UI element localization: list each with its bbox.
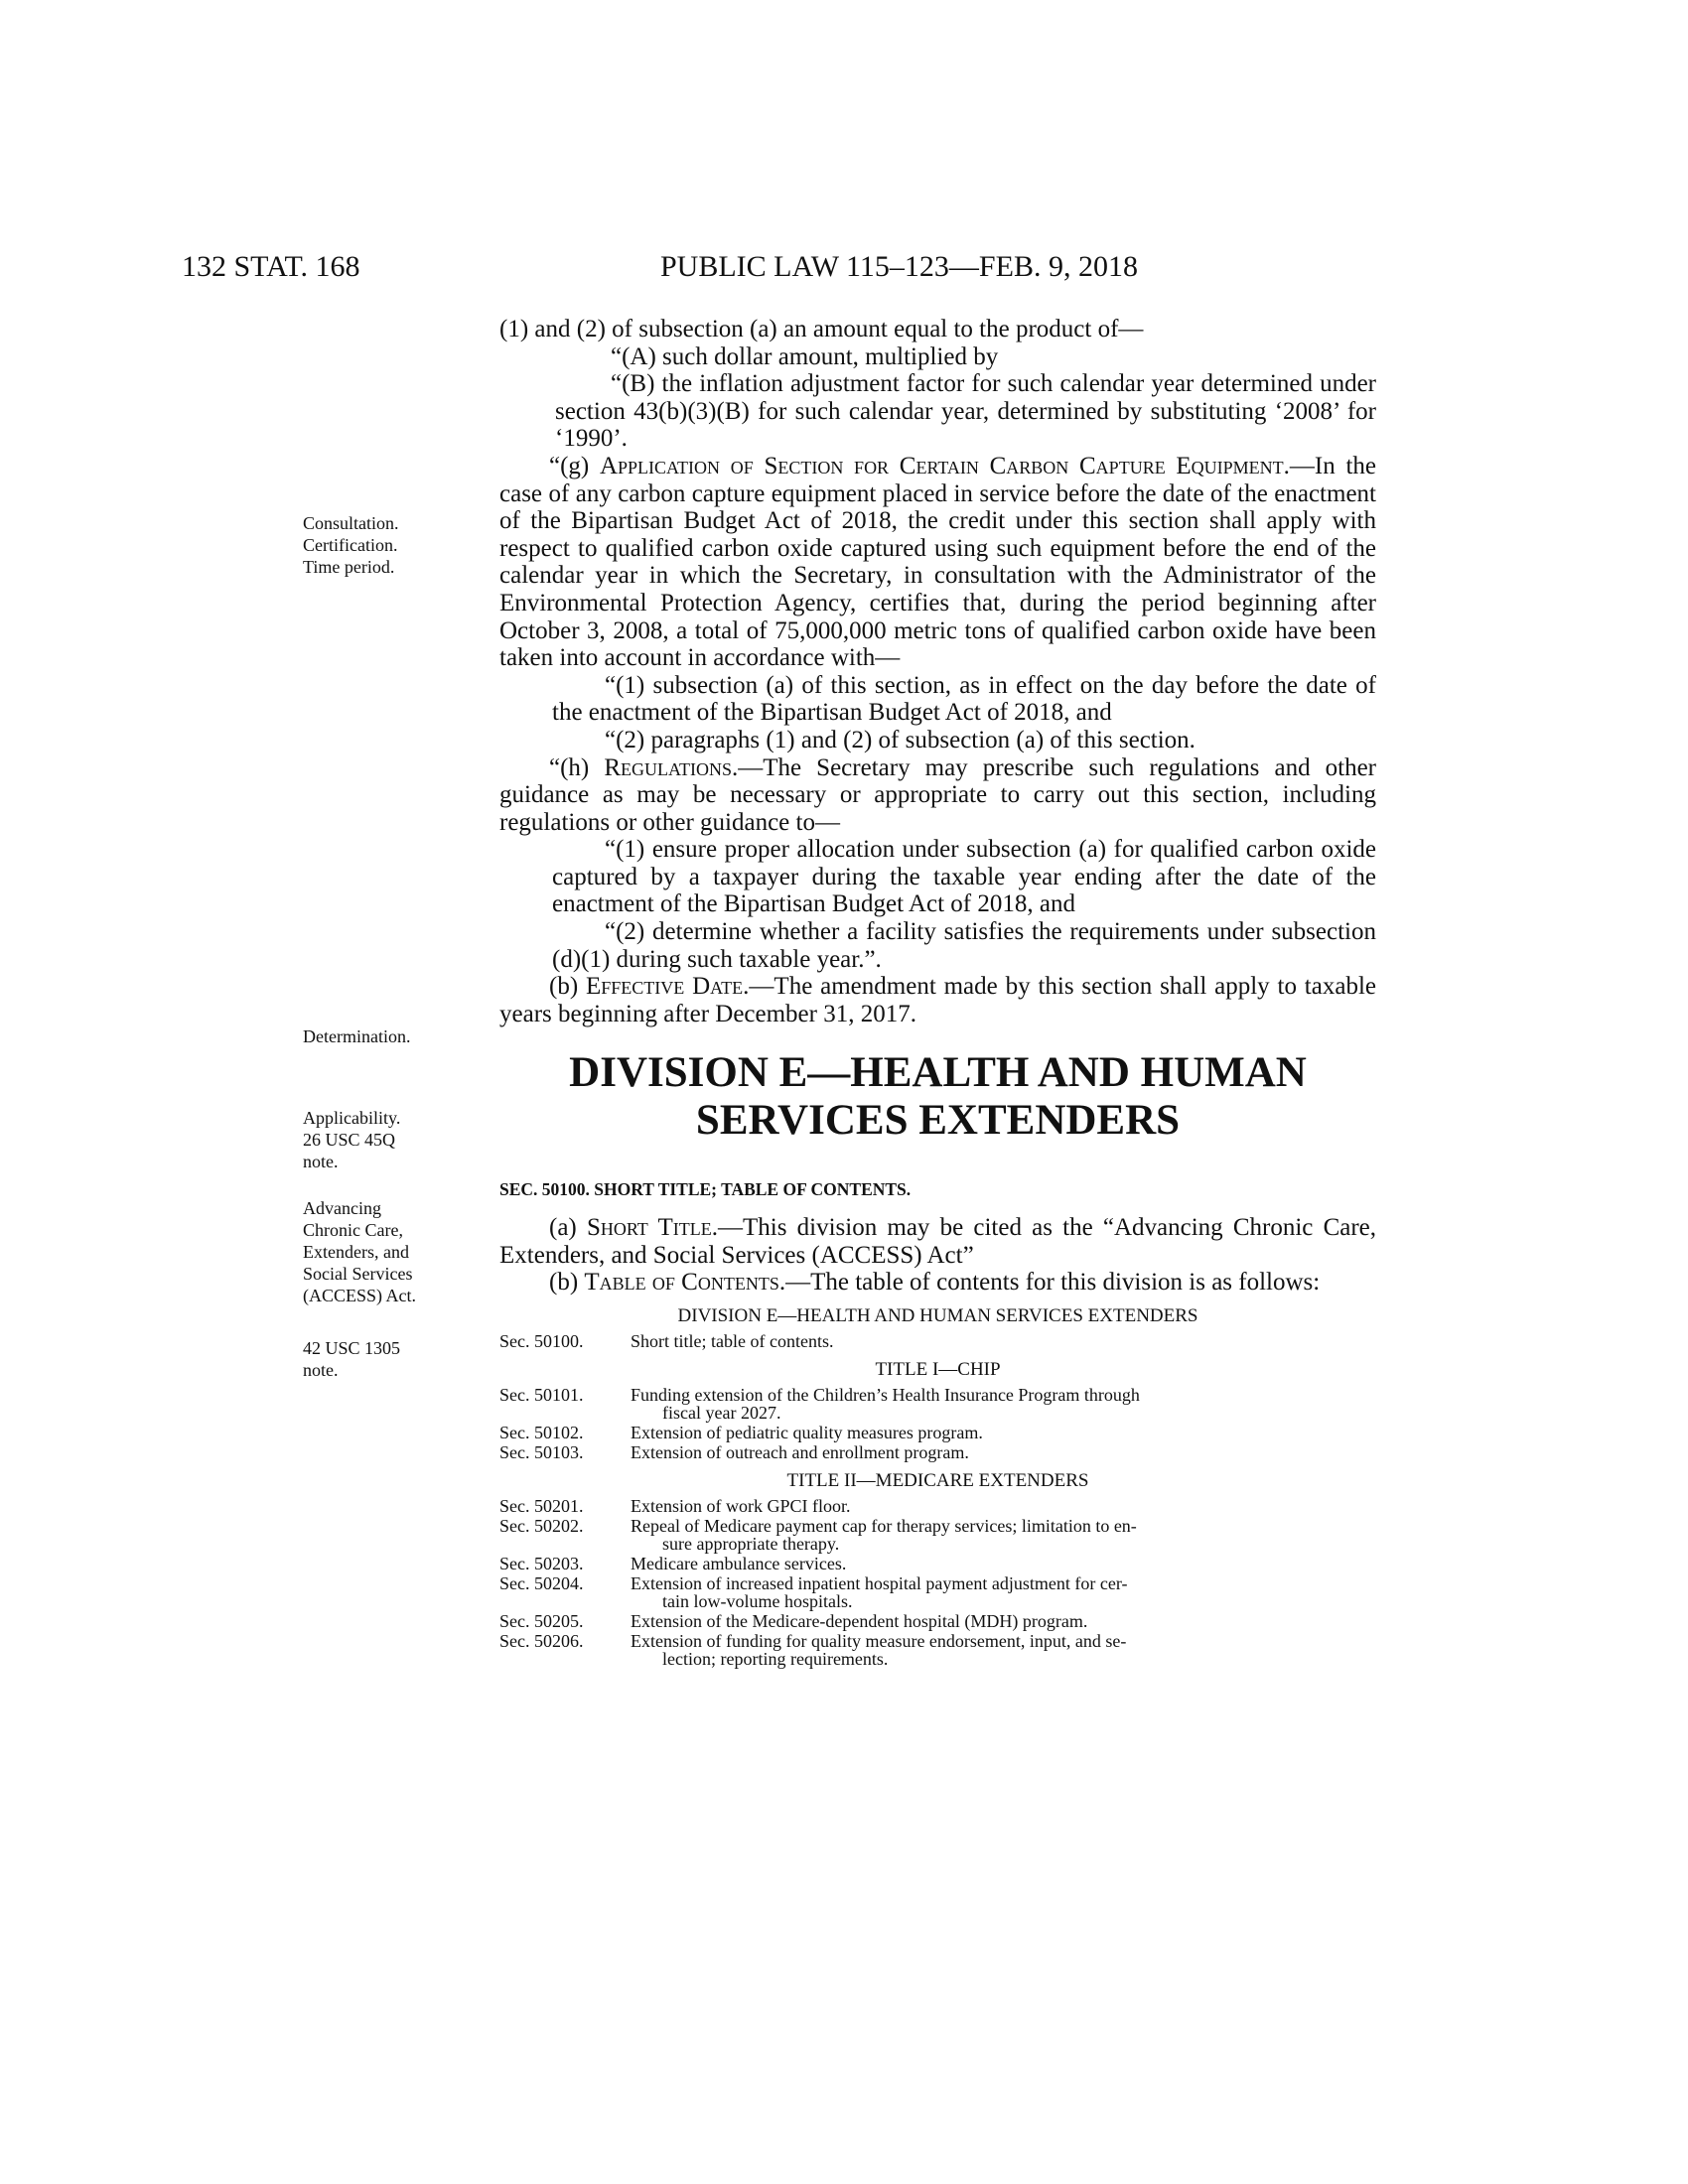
toc-section-number: Sec. 50206.	[499, 1630, 584, 1651]
toc-section-number: Sec. 50103.	[499, 1441, 584, 1462]
toc-section-number: Sec. 50204.	[499, 1572, 584, 1593]
subsection-text: .—The Secretary may prescribe such regulations and other guidance as may be necessary or appropriate to carry out this section, including regulations or other guidance to—	[499, 753, 1377, 836]
toc-entry	[499, 1443, 1376, 1461]
toc-section-number: Sec. 50100.	[499, 1330, 584, 1351]
toc-section-title: Extension of increased inpatient hospital payment adjustment for cer-	[631, 1572, 1128, 1593]
toc-section-title: Extension of funding for quality measure endorsement, input, and se-	[631, 1630, 1127, 1651]
subsection-heading: Short Title	[586, 1214, 712, 1242]
body-paragraph: “(A) such dollar amount, multiplied by	[611, 342, 999, 370]
subsection-text: .—The amendment made by this section shall apply to taxable years beginning after December 31, 2017.	[499, 973, 1376, 1027]
margin-note-line: Social Services	[303, 1264, 413, 1284]
subsection-prefix: (b)	[549, 1269, 585, 1297]
toc-section-title-cont: sure appropriate therapy.	[662, 1533, 840, 1554]
subsection-text: .—In the case of any carbon capture equipment placed in service before the date of the enactment of the Bipartisan Budget Act of 2018, the credit under this section shall apply with respect to qualified carbon oxide captured using such equipment before the end of the calendar year in which the Secretary, in consultation with the Administrator of the Environmental Protection Agency, certifies that, during the period beginning after October 3, 2008, a total of 75,000,000 metric tons of qualified carbon oxide have been taken into account in accordance with—	[499, 452, 1376, 672]
table-of-contents	[499, 1304, 1376, 1668]
margin-note-determination	[303, 1025, 477, 1047]
section-heading: SEC. 50100. SHORT TITLE; TABLE OF CONTENTS.	[499, 1179, 912, 1200]
page-stat-citation: 132 STAT. 168	[182, 250, 360, 283]
running-header: PUBLIC LAW 115–123—FEB. 9, 2018	[660, 250, 1138, 283]
subsection-b-effective-date	[499, 973, 1376, 1027]
subsection-a-short-title	[499, 1214, 1376, 1269]
margin-note-line: Chronic Care,	[303, 1220, 403, 1240]
body-paragraph: (1) and (2) of subsection (a) an amount equal to the product of—	[499, 316, 1144, 342]
body-paragraph: “(2) determine whether a facility satisfies the requirements under subsection (d)(1) during such taxable year.”.	[552, 918, 1376, 973]
toc-entry	[499, 1574, 1376, 1610]
subsection-text: .—The table of contents for this division is as follows:	[778, 1269, 1321, 1297]
toc-section-number: Sec. 50205.	[499, 1610, 584, 1631]
toc-entry	[499, 1386, 1376, 1422]
toc-section-number: Sec. 50203.	[499, 1553, 584, 1573]
margin-note-line: note.	[303, 1152, 339, 1171]
main-text	[499, 316, 1376, 1668]
division-title-line: SERVICES EXTENDERS	[695, 1097, 1181, 1145]
margin-note-line: Consultation.	[303, 513, 399, 533]
body-paragraph: “(2) paragraphs (1) and (2) of subsection (a) of this section.	[605, 726, 1196, 753]
toc-entry	[499, 1517, 1376, 1553]
margin-note-line: Extenders, and	[303, 1242, 409, 1262]
margin-note-line: (ACCESS) Act.	[303, 1286, 417, 1305]
subsection-h	[499, 754, 1376, 837]
toc-entry	[499, 1332, 1376, 1350]
subsection-text: .—This division may be cited as the “Advancing Chronic Care, Extenders, and Social Services (ACCESS) Act”	[499, 1214, 1377, 1269]
division-title	[499, 1049, 1376, 1145]
subsection-prefix: (a)	[549, 1214, 587, 1242]
subsection-prefix: “(h)	[549, 753, 605, 781]
toc-section-title: Short title; table of contents.	[631, 1330, 834, 1351]
margin-note-line: Advancing	[303, 1198, 381, 1218]
margin-note-line: Certification.	[303, 535, 398, 555]
toc-entry	[499, 1612, 1376, 1630]
toc-section-title: Extension of the Medicare-dependent hospital (MDH) program.	[631, 1610, 1088, 1631]
subsection-prefix: (b)	[549, 973, 586, 1001]
toc-entry	[499, 1497, 1376, 1515]
body-paragraph: “(1) ensure proper allocation under subsection (a) for qualified carbon oxide captured by a taxpayer during the taxable year ending after the date of the enactment of the Bipartisan Budget Act of 2018, and	[552, 836, 1376, 918]
toc-section-title: Funding extension of the Children’s Health Insurance Program through	[631, 1384, 1140, 1405]
margin-note-line: 42 USC 1305	[303, 1338, 401, 1358]
toc-section-title: Repeal of Medicare payment cap for therapy services; limitation to en-	[631, 1515, 1137, 1536]
toc-section-number: Sec. 50101.	[499, 1384, 584, 1405]
toc-section-title: Extension of work GPCI floor.	[631, 1495, 851, 1516]
margin-note-line: note.	[303, 1360, 339, 1380]
toc-title-heading: TITLE II—MEDICARE EXTENDERS	[786, 1469, 1089, 1491]
subsection-heading: Regulations	[604, 753, 732, 781]
margin-note-usc1305	[303, 1337, 477, 1381]
subsection-b-table-of-contents	[499, 1269, 1376, 1297]
division-title-line: DIVISION E—HEALTH AND HUMAN	[569, 1049, 1307, 1097]
margin-note-line: Applicability.	[303, 1108, 401, 1128]
margin-note-access-act	[303, 1197, 477, 1306]
margin-note-applicability	[303, 1107, 477, 1172]
toc-section-title: Extension of pediatric quality measures program.	[631, 1422, 983, 1442]
toc-section-number: Sec. 50201.	[499, 1495, 584, 1516]
toc-section-title-cont: lection; reporting requirements.	[662, 1648, 889, 1669]
subsection-prefix: “(g)	[549, 452, 600, 479]
toc-section-title-cont: fiscal year 2027.	[662, 1402, 781, 1423]
toc-section-title: Medicare ambulance services.	[631, 1553, 847, 1573]
subsection-heading: Application of Section for Certain Carbon Capture Equipment	[599, 452, 1284, 479]
toc-entry	[499, 1632, 1376, 1668]
subsection-heading: Effective Date	[586, 973, 744, 1001]
margin-note-line: 26 USC 45Q	[303, 1130, 396, 1150]
margin-note-consultation	[303, 512, 477, 578]
toc-entry	[499, 1555, 1376, 1572]
toc-division-title: DIVISION E—HEALTH AND HUMAN SERVICES EXTENDERS	[677, 1304, 1198, 1326]
toc-title-heading: TITLE I—CHIP	[875, 1358, 1001, 1380]
subsection-heading: Table of Contents	[584, 1269, 779, 1297]
margin-note-line: Determination.	[303, 1026, 411, 1046]
margin-note-line: Time period.	[303, 557, 395, 577]
toc-section-number: Sec. 50202.	[499, 1515, 584, 1536]
body-paragraph: “(B) the inflation adjustment factor for such calendar year determined under section 43(b)(3)(B) for such calendar year, determined by substituting ‘2008’ for ‘1990’.	[555, 370, 1376, 453]
toc-entry	[499, 1424, 1376, 1441]
subsection-g	[499, 453, 1376, 672]
body-paragraph: “(1) subsection (a) of this section, as in effect on the day before the date of the enactment of the Bipartisan Budget Act of 2018, and	[552, 671, 1376, 727]
toc-section-title-cont: tain low-volume hospitals.	[662, 1590, 853, 1611]
toc-section-title: Extension of outreach and enrollment program.	[631, 1441, 969, 1462]
toc-section-number: Sec. 50102.	[499, 1422, 584, 1442]
